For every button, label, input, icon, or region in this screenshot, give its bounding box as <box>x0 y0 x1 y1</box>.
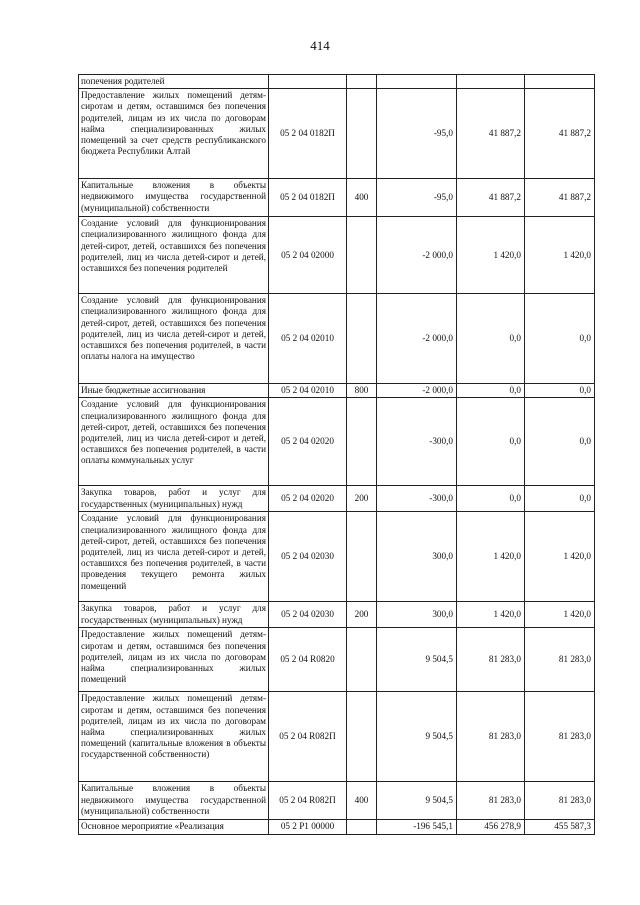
row-expense-type-cell: 400 <box>347 179 377 217</box>
row-year1-cell: 81 283,0 <box>457 692 525 782</box>
row-expense-type-cell: 800 <box>347 384 377 398</box>
row-name-cell: Основное мероприятие «Реализация <box>79 820 269 834</box>
row-expense-type-cell <box>347 628 377 692</box>
row-name-cell: Создание условий для функционирования специализированного жилищного фонда для детей-сирот, детей, оставшихся без попечения родителей, лиц из числа детей-сирот и детей, оставшихся без попечения родителей, в части оплаты коммунальных услуг <box>79 398 269 486</box>
row-name-cell: Создание условий для функционирования специализированного жилищного фонда для детей-сирот, детей, оставшихся без попечения родителей, лиц из числа детей-сирот и детей, оставшихся без попечения родителей, в части оплаты налога на имущество <box>79 294 269 384</box>
table-row <box>79 628 595 692</box>
row-year1-cell: 0,0 <box>457 486 525 512</box>
table-row <box>79 602 595 628</box>
row-year1-cell: 1 420,0 <box>457 602 525 628</box>
row-name-cell: Иные бюджетные ассигнования <box>79 384 269 398</box>
row-year1-cell: 81 283,0 <box>457 628 525 692</box>
row-year2-cell: 1 420,0 <box>525 217 595 294</box>
row-name-cell: Создание условий для функционирования специализированного жилищного фонда для детей-сирот, детей, оставшихся без попечения родителей, лиц из числа детей-сирот и детей, оставшихся без попечения родителей, в части проведения текущего ремонта жилых помещений <box>79 512 269 602</box>
table-row <box>79 89 595 179</box>
row-change-cell: -2 000,0 <box>377 217 457 294</box>
row-change-cell: 300,0 <box>377 602 457 628</box>
row-change-cell: -2 000,0 <box>377 384 457 398</box>
row-year2-cell: 81 283,0 <box>525 628 595 692</box>
row-year1-cell: 41 887,2 <box>457 89 525 179</box>
table-row <box>79 820 595 834</box>
row-change-cell: -196 545,1 <box>377 820 457 834</box>
row-change-cell: 9 504,5 <box>377 628 457 692</box>
row-name-cell: Капитальные вложения в объекты недвижимого имущества государственной (муниципальной) собственности <box>79 179 269 217</box>
table-row <box>79 179 595 217</box>
row-expense-type-cell: 200 <box>347 486 377 512</box>
row-code-cell: 05 2 04 R082П <box>269 782 347 820</box>
row-year1-cell: 456 278,9 <box>457 820 525 834</box>
row-name-cell: Предоставление жилых помещений детям-сиротам и детям, оставшимся без попечения родителей, лицам из их числа по договорам найма специализированных жилых помещений <box>79 628 269 692</box>
row-year2-cell: 41 887,2 <box>525 89 595 179</box>
table-row <box>79 512 595 602</box>
row-year2-cell: 41 887,2 <box>525 179 595 217</box>
row-year1-cell: 0,0 <box>457 384 525 398</box>
row-change-cell <box>377 75 457 89</box>
row-expense-type-cell <box>347 692 377 782</box>
row-name-cell: попечения родителей <box>79 75 269 89</box>
row-year2-cell: 0,0 <box>525 398 595 486</box>
row-code-cell <box>269 75 347 89</box>
table-row <box>79 782 595 820</box>
row-code-cell: 05 2 04 R0820 <box>269 628 347 692</box>
row-change-cell: 9 504,5 <box>377 782 457 820</box>
row-code-cell: 05 2 04 02010 <box>269 294 347 384</box>
table-row <box>79 75 595 89</box>
row-year2-cell: 1 420,0 <box>525 512 595 602</box>
row-code-cell: 05 2 04 R082П <box>269 692 347 782</box>
table-row <box>79 692 595 782</box>
row-code-cell: 05 2 04 0182П <box>269 89 347 179</box>
row-year1-cell: 81 283,0 <box>457 782 525 820</box>
page-number: 414 <box>310 38 330 53</box>
row-name-cell: Закупка товаров, работ и услуг для государственных (муниципальных) нужд <box>79 486 269 512</box>
row-change-cell: 9 504,5 <box>377 692 457 782</box>
row-year1-cell <box>457 75 525 89</box>
row-year2-cell: 0,0 <box>525 486 595 512</box>
row-year2-cell: 1 420,0 <box>525 602 595 628</box>
row-change-cell: 300,0 <box>377 512 457 602</box>
table-row <box>79 217 595 294</box>
row-code-cell: 05 2 04 02010 <box>269 384 347 398</box>
budget-table-body <box>79 75 595 835</box>
row-year1-cell: 1 420,0 <box>457 512 525 602</box>
row-name-cell: Создание условий для функционирования специализированного жилищного фонда для детей-сирот, детей, оставшихся без попечения родителей, лиц из числа детей-сирот и детей, оставшихся без попечения родителей <box>79 217 269 294</box>
row-code-cell: 05 2 P1 00000 <box>269 820 347 834</box>
table-row <box>79 384 595 398</box>
row-year1-cell: 0,0 <box>457 294 525 384</box>
row-year2-cell: 0,0 <box>525 384 595 398</box>
table-row <box>79 398 595 486</box>
row-name-cell: Предоставление жилых помещений детям-сиротам и детям, оставшимся без попечения родителей, лицам из их числа по договорам найма специализированных жилых помещений (капитальные вложения в объекты государственной собственности) <box>79 692 269 782</box>
row-expense-type-cell <box>347 75 377 89</box>
row-year1-cell: 1 420,0 <box>457 217 525 294</box>
row-expense-type-cell: 200 <box>347 602 377 628</box>
row-expense-type-cell <box>347 89 377 179</box>
row-code-cell: 05 2 04 02020 <box>269 398 347 486</box>
row-year1-cell: 41 887,2 <box>457 179 525 217</box>
row-expense-type-cell <box>347 294 377 384</box>
row-name-cell: Закупка товаров, работ и услуг для государственных (муниципальных) нужд <box>79 602 269 628</box>
row-code-cell: 05 2 04 02030 <box>269 512 347 602</box>
row-name-cell: Капитальные вложения в объекты недвижимого имущества государственной (муниципальной) собственности <box>79 782 269 820</box>
row-code-cell: 05 2 04 02000 <box>269 217 347 294</box>
row-year1-cell: 0,0 <box>457 398 525 486</box>
row-year2-cell: 81 283,0 <box>525 782 595 820</box>
row-expense-type-cell: 400 <box>347 782 377 820</box>
row-year2-cell <box>525 75 595 89</box>
row-expense-type-cell <box>347 217 377 294</box>
row-year2-cell: 455 587,3 <box>525 820 595 834</box>
row-code-cell: 05 2 04 0182П <box>269 179 347 217</box>
row-change-cell: -300,0 <box>377 486 457 512</box>
row-change-cell: -95,0 <box>377 179 457 217</box>
row-expense-type-cell <box>347 512 377 602</box>
row-code-cell: 05 2 04 02020 <box>269 486 347 512</box>
row-code-cell: 05 2 04 02030 <box>269 602 347 628</box>
budget-table <box>78 74 595 835</box>
row-year2-cell: 0,0 <box>525 294 595 384</box>
row-name-cell: Предоставление жилых помещений детям-сиротам и детям, оставшимся без попечения родителей, лицам из их числа по договорам найма специализированных жилых помещений за счет средств республиканского бюджета Республики Алтай <box>79 89 269 179</box>
row-expense-type-cell <box>347 820 377 834</box>
row-expense-type-cell <box>347 398 377 486</box>
row-year2-cell: 81 283,0 <box>525 692 595 782</box>
row-change-cell: -95,0 <box>377 89 457 179</box>
row-change-cell: -2 000,0 <box>377 294 457 384</box>
table-row <box>79 294 595 384</box>
table-row <box>79 486 595 512</box>
row-change-cell: -300,0 <box>377 398 457 486</box>
